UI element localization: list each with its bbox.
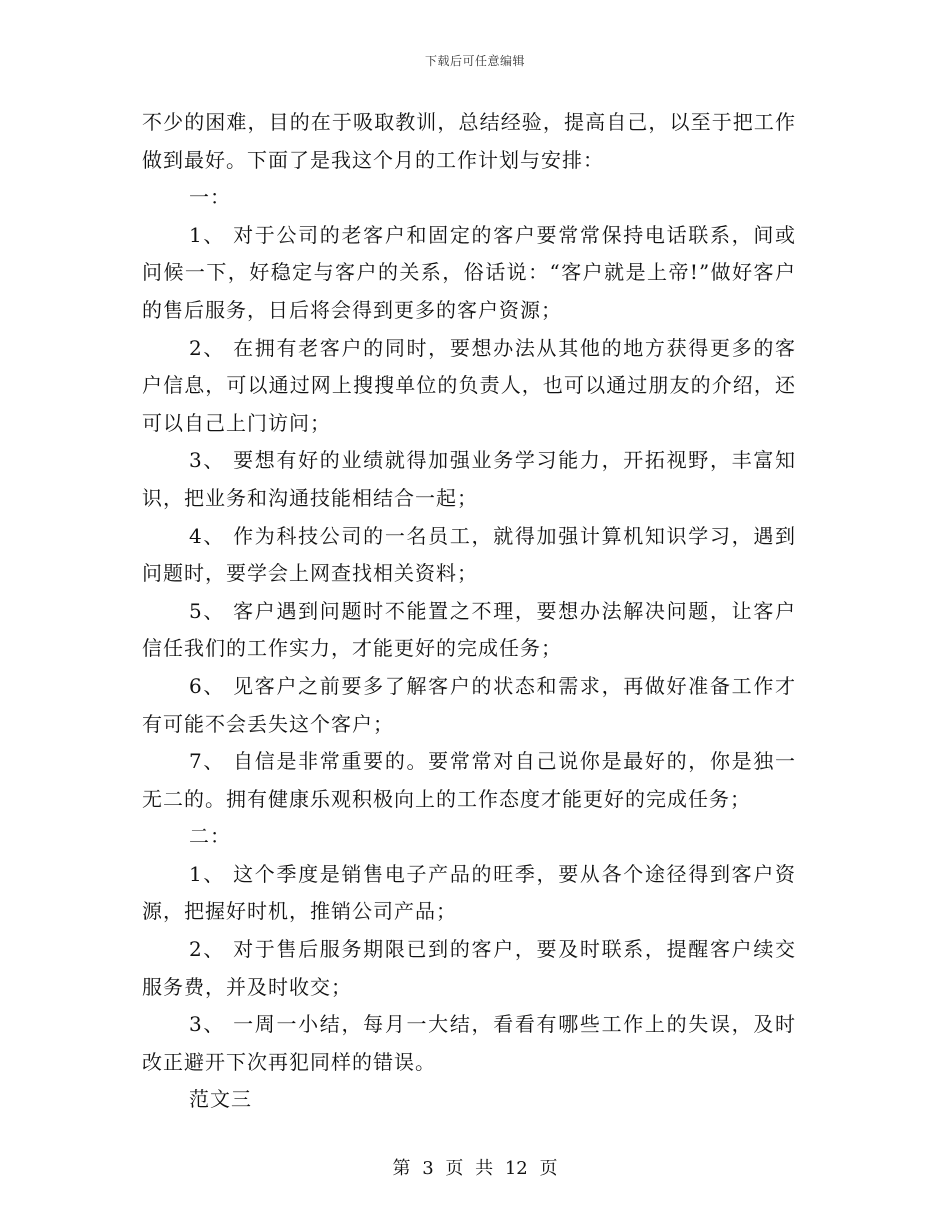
page-header: 下载后可任意编辑 <box>424 54 525 68</box>
list-item-5: 5、 客户遇到问题时不能置之不理，要想办法解决问题，让客户信任我们的工作实力，才能更好的完成任务； <box>142 598 796 661</box>
list-item-2: 2、 在拥有老客户的同时，要想办法从其他的地方获得更多的客户信息，可以通过网上搜搜单位的负责人，也可以通过朋友的介绍，还可以自己上门访问； <box>142 335 796 435</box>
section-heading-two: 二： <box>189 824 231 849</box>
list-item-1: 1、 对于公司的老客户和固定的客户要常常保持电话联系，间或问候一下，好稳定与客户的关系，俗话说：“客户就是上帝!”做好客户的售后服务，日后将会得到更多的客户资源； <box>142 222 796 322</box>
document-body <box>142 104 796 1119</box>
list-item-4: 4、 作为科技公司的一名员工，就得加强计算机知识学习，遇到问题时，要学会上网查找相关资料； <box>142 523 796 586</box>
list-item-8: 1、 这个季度是销售电子产品的旺季，要从各个途径得到客户资源，把握好时机，推销公司产品； <box>142 861 796 924</box>
list-item-10: 3、 一周一小结，每月一大结，看看有哪些工作上的失误，及时改正避开下次再犯同样的错误。 <box>142 1012 796 1074</box>
section-heading-one: 一： <box>189 185 231 210</box>
section-heading-sample-three: 范文三 <box>189 1087 252 1112</box>
paragraph-continuation: 不少的困难，目的在于吸取教训，总结经验，提高自己，以至于把工作做到最好。下面了是我这个月的工作计划与安排： <box>142 110 796 172</box>
list-item-7: 7、 自信是非常重要的。要常常对自己说你是最好的，你是独一无二的。拥有健康乐观积极向上的工作态度才能更好的完成任务； <box>142 749 796 811</box>
page-number-footer: 第 3 页 共 12 页 <box>392 1158 558 1179</box>
list-item-3: 3、 要想有好的业绩就得加强业务学习能力，开拓视野，丰富知识，把业务和沟通技能相结合一起； <box>142 448 796 510</box>
list-item-6: 6、 见客户之前要多了解客户的状态和需求，再做好准备工作才有可能不会丢失这个客户； <box>142 673 796 736</box>
list-item-9: 2、 对于售后服务期限已到的客户，要及时联系，提醒客户续交服务费，并及时收交； <box>142 937 796 999</box>
